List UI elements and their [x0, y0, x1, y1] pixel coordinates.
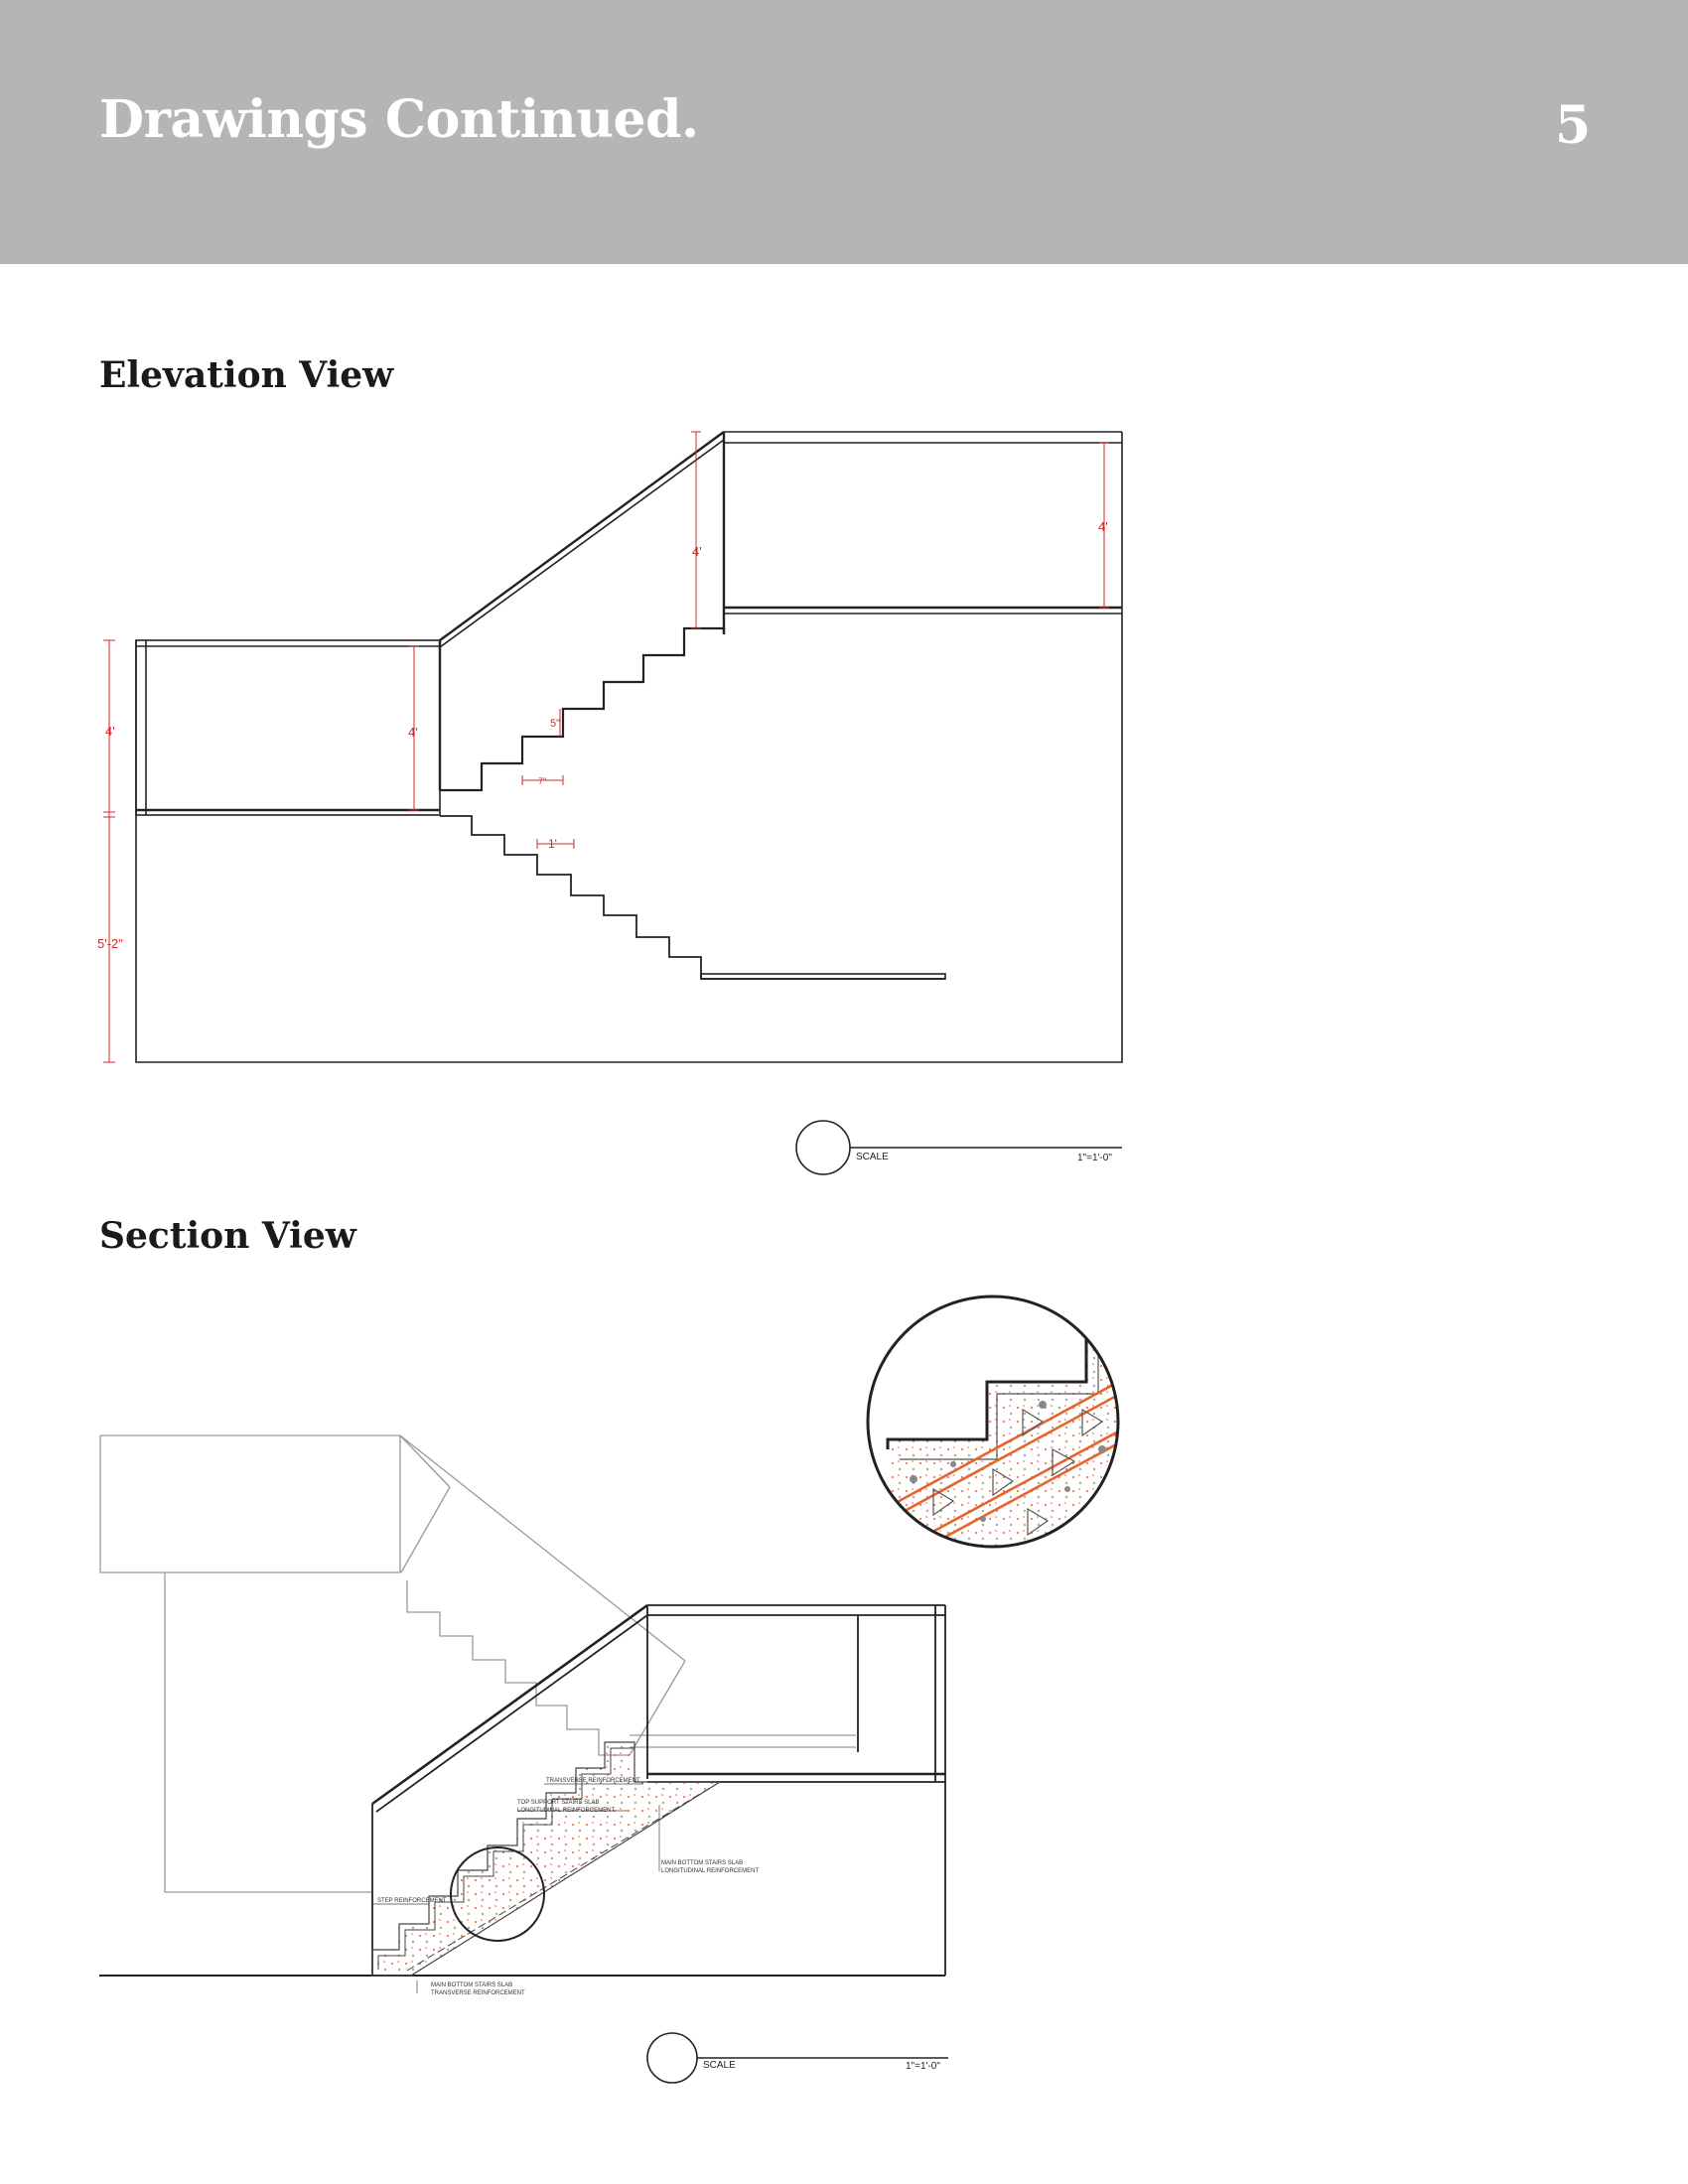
dim-tread-upper: 7" — [538, 776, 547, 786]
scale-circle — [796, 1121, 850, 1174]
scale-value: 1"=1'-0" — [1077, 1153, 1112, 1163]
detail-bubble — [868, 1297, 1122, 1549]
note-main-bottom-1: MAIN BOTTOM STAIRS SLAB — [661, 1860, 744, 1866]
elevation-view-title: Elevation View — [99, 354, 394, 396]
note-bottom-trans-2: TRANSVERSE REINFORCEMENT — [431, 1990, 525, 1996]
scale-circle — [647, 2033, 697, 2083]
section-view-title: Section View — [99, 1215, 356, 1257]
note-bottom-trans-1: MAIN BOTTOM STAIRS SLAB — [431, 1982, 513, 1988]
dim-left-lower: 5'-2" — [97, 936, 123, 951]
note-transverse: TRANSVERSE REINFORCEMENT — [546, 1778, 640, 1784]
elevation-drawing — [0, 417, 1688, 1191]
scale-label: SCALE — [703, 2060, 736, 2071]
dim-riser: 5" — [550, 718, 561, 730]
section-drawing — [0, 1281, 1688, 2095]
scale-label: SCALE — [856, 1152, 889, 1162]
page-title: Drawings Continued. — [99, 89, 699, 150]
scale-value: 1"=1'-0" — [906, 2061, 940, 2072]
page-header — [0, 0, 1688, 264]
note-main-bottom-2: LONGITUDINAL REINFORCEMENT — [661, 1868, 760, 1874]
dim-landing-rail: 4' — [408, 725, 418, 740]
note-step: STEP REINFORCEMENT — [377, 1898, 447, 1904]
dim-stair-rail: 4' — [692, 544, 702, 559]
note-top-support-2: LONGITUDINAL REINFORCEMENT — [517, 1808, 616, 1814]
dim-left-upper: 4' — [105, 724, 115, 739]
dim-tread-lower: 1' — [548, 837, 557, 851]
note-top-support-1: TOP SUPPORT STAIRS SLAB — [517, 1800, 600, 1806]
dim-right-rail: 4' — [1098, 519, 1108, 534]
page-number: 5 — [1555, 95, 1592, 156]
landing-guard-panel — [136, 640, 440, 815]
